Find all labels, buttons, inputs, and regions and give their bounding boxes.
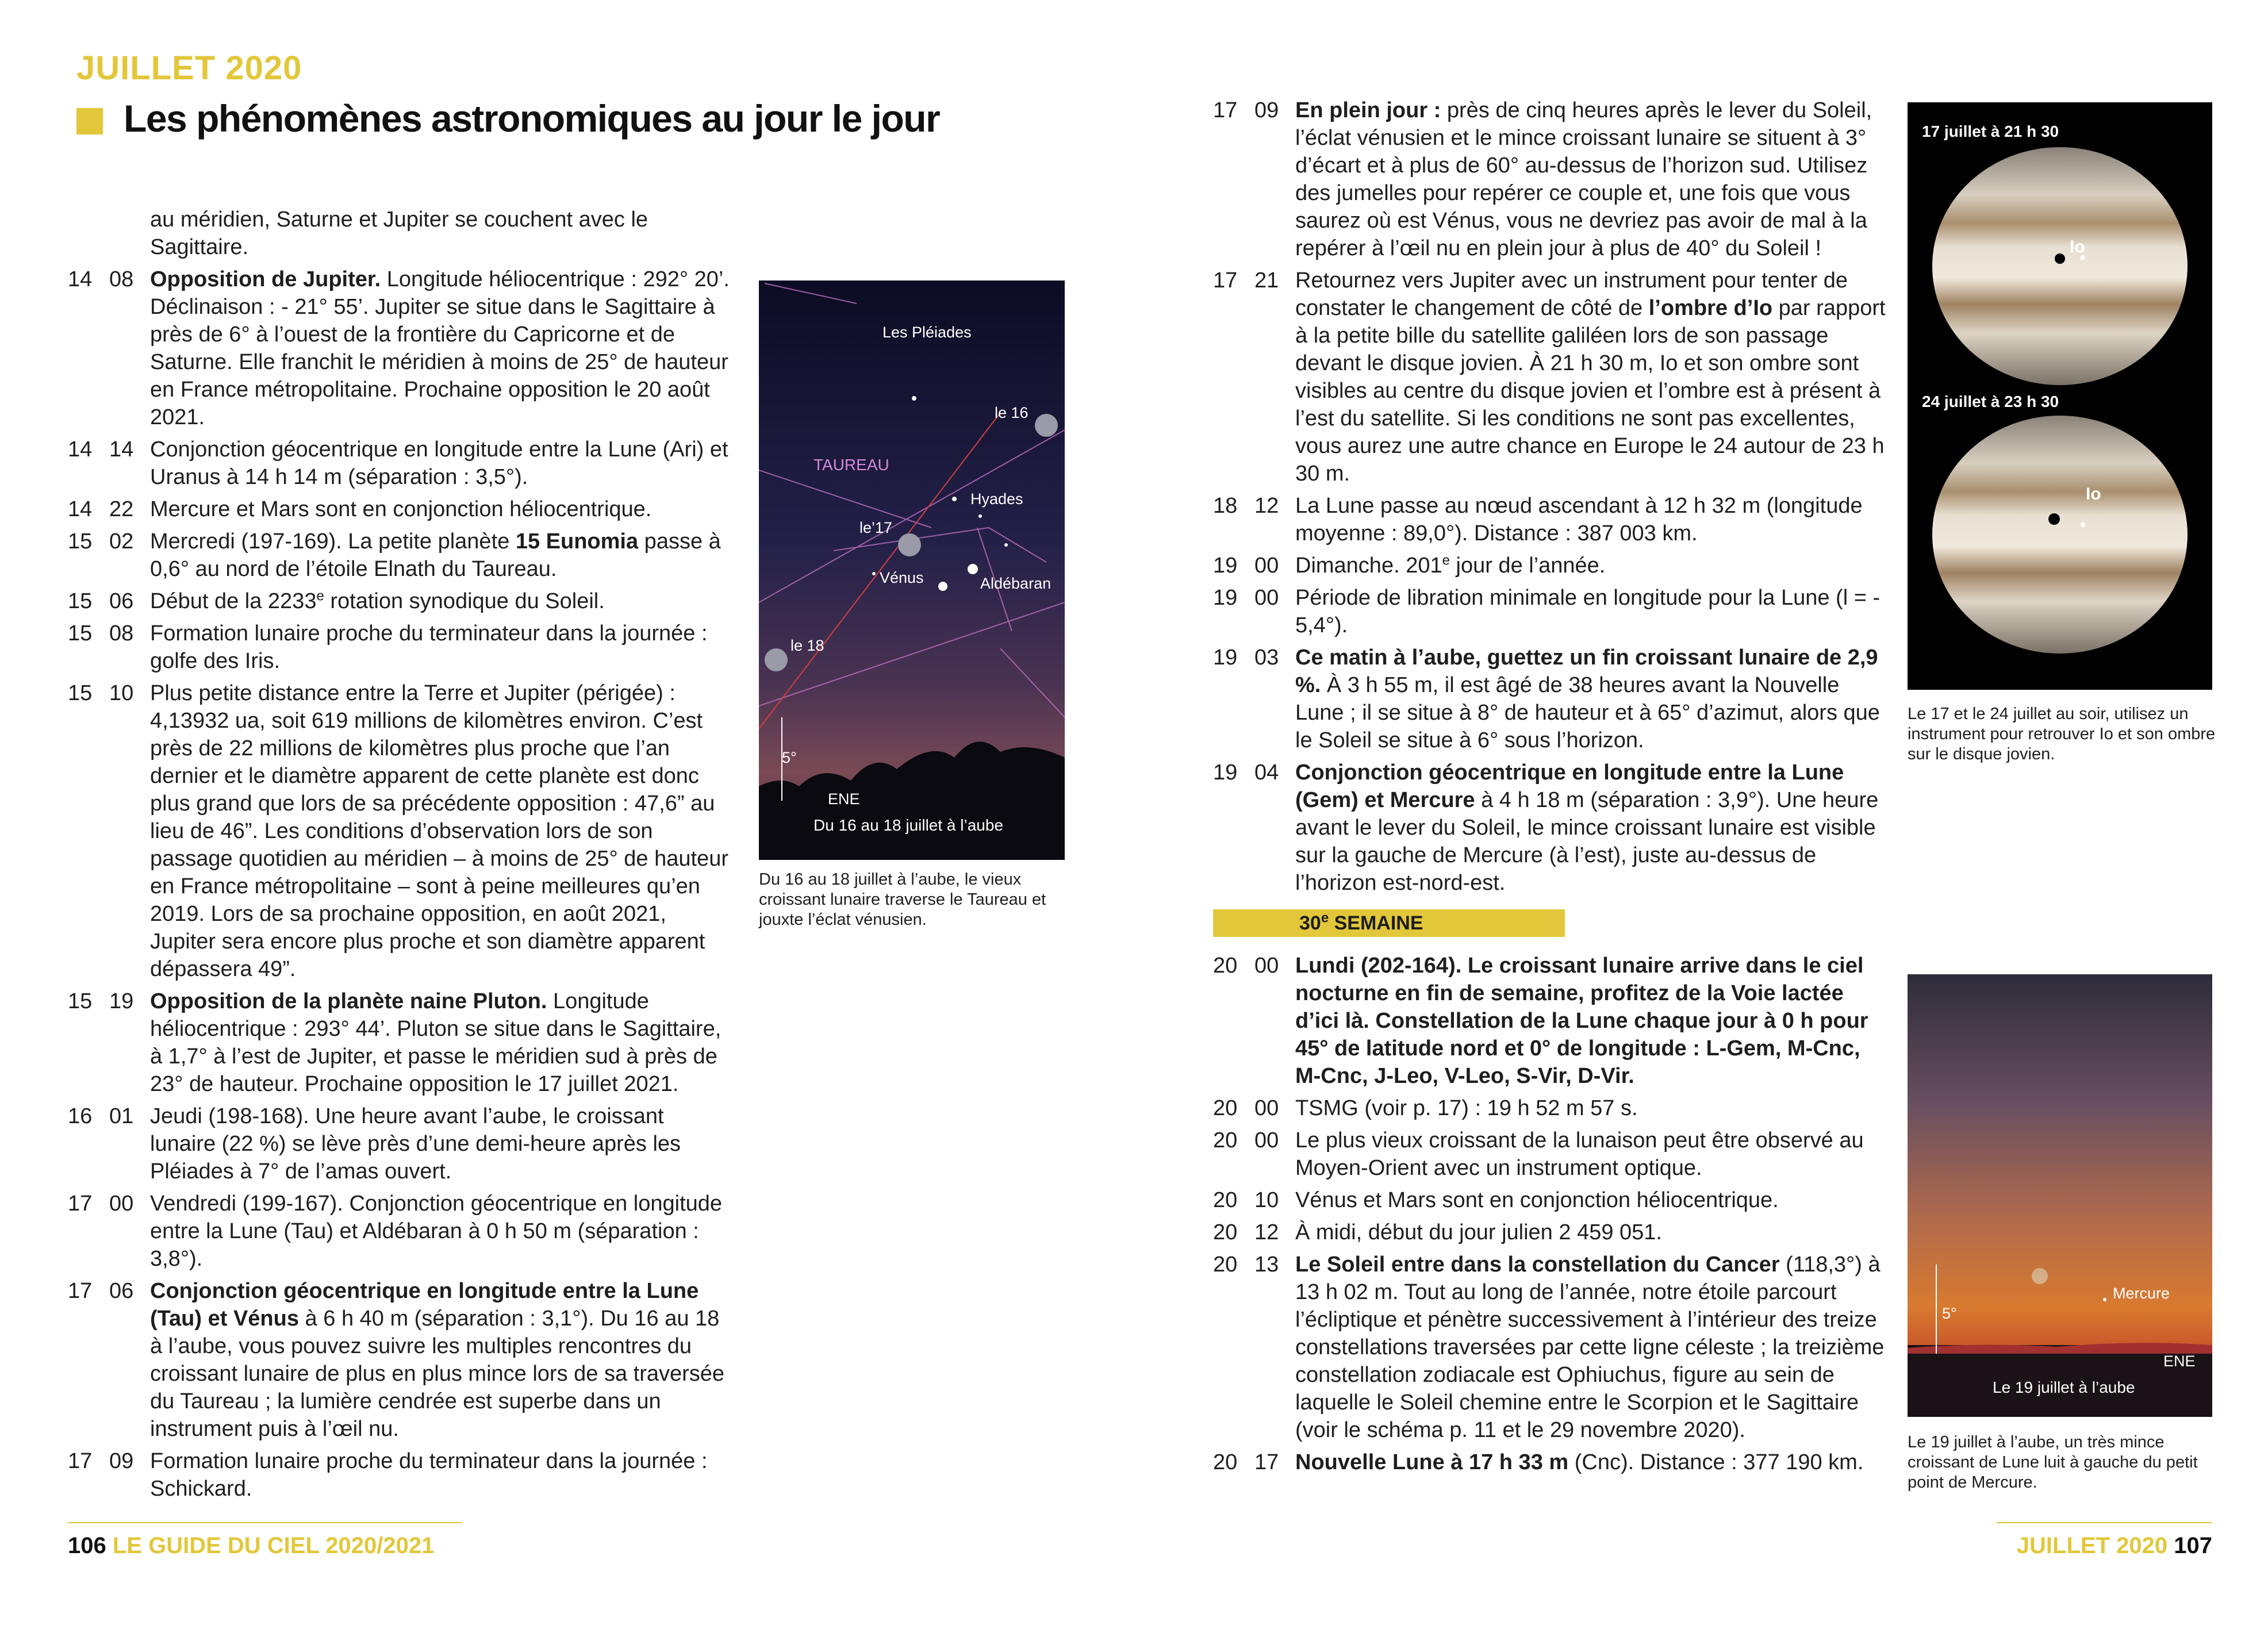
entry-text: Conjonction géocentrique en longitude entre la Lune (Ari) et Uranus à 14 h 14 m (séparation : 3,5°).	[150, 437, 728, 489]
entry-hour: 04	[1254, 760, 1279, 785]
entry-text: Le plus vieux croissant de la lunaison peut être observé au Moyen-Orient avec un instrument optique.	[1295, 1128, 1864, 1180]
entry-day: 17	[68, 1449, 93, 1473]
entry-text: Longitude héliocentrique : 293° 44’. Pluton se situe dans le Sagittaire, à 1,7° à l’est de Jupiter, et passe le méridien sud à près de 23° de hauteur. Prochaine opposition le 17 juillet 2021.	[150, 989, 722, 1096]
dawn-label-direction: ENE	[2163, 1353, 2196, 1370]
entry-day: 14	[68, 497, 93, 521]
entry-hour: 00	[1254, 954, 1279, 978]
entry-text: Jeudi (198-168). Une heure avant l’aube, le croissant lunaire (22 %) se lève près d’une demi-heure après les Pléiades à 7° de l’amas ouvert.	[150, 1104, 681, 1184]
calendar-entry	[1213, 1251, 1891, 1444]
dawn-label-date: Le 19 juillet à l’aube	[1993, 1378, 2135, 1396]
entry-bold: Opposition de Jupiter.	[150, 267, 381, 291]
title-marker	[76, 108, 103, 135]
label-sky-date: Du 16 au 18 juillet à l’aube	[813, 816, 1004, 834]
entry-hour: 22	[109, 497, 134, 521]
entry-day: 20	[1213, 1188, 1238, 1212]
entry-hour: 00	[1254, 554, 1279, 578]
week-sup: e	[1321, 910, 1329, 926]
calendar-entry	[1213, 267, 1891, 487]
label-taureau: TAUREAU	[813, 456, 889, 474]
entry-text: Vénus et Mars sont en conjonction héliocentrique.	[1295, 1188, 1779, 1212]
week-text: SEMAINE	[1329, 912, 1423, 934]
jupiter-label-bottom: 24 juillet à 23 h 30	[1922, 393, 2059, 410]
entry-hour: 12	[1254, 494, 1279, 518]
entry-text: jour de l’année.	[1449, 554, 1606, 578]
entry-day: 17	[1213, 98, 1238, 122]
dawn-image	[1908, 974, 2212, 1417]
entry-text: rotation synodique du Soleil.	[324, 589, 605, 613]
calendar-entry	[1213, 952, 1891, 1090]
entry-hour: 12	[1254, 1220, 1279, 1244]
calendar-entry	[1213, 1219, 1891, 1246]
calendar-entry	[68, 1277, 735, 1443]
dawn-label-scale: 5°	[1942, 1305, 1957, 1322]
jupiter-caption: Le 17 et le 24 juillet au soir, utilisez un instrument pour retrouver Io et son ombre sur le disque jovien.	[1908, 705, 2216, 763]
label-hyades: Hyades	[970, 490, 1023, 508]
entry-text: par rapport à la petite bille du satellite galiléen lors de son passage devant le disque jovien. À 21 h 30 m, Io et son ombre sont visibles au centre du disque jovien et l’ombre est à présent à l’est du satellite. Si les conditions ne sont pas excellentes, vous aurez une autre chance en Europe le 24 autour de 23 h 30 m.	[1295, 296, 1886, 486]
page-number-right: 107	[2174, 1533, 2212, 1558]
calendar-entry	[1213, 1186, 1891, 1214]
entry-day: 20	[1213, 1220, 1238, 1244]
footer-month: JUILLET 2020	[2016, 1533, 2168, 1558]
label-scale: 5°	[782, 749, 797, 766]
entry-hour: 02	[109, 529, 134, 554]
entry-hour: 08	[109, 267, 134, 291]
calendar-entry	[1213, 584, 1891, 639]
entry-hour: 00	[1254, 586, 1279, 610]
entry-day: 17	[68, 1279, 93, 1303]
entry-text: À midi, début du jour julien 2 459 051.	[1295, 1220, 1662, 1244]
footer-rule-right	[1997, 1522, 2212, 1523]
entry-hour: 14	[109, 437, 134, 462]
entry-day: 15	[68, 529, 93, 554]
label-le16: le 16	[995, 404, 1029, 421]
entry-text: Longitude héliocentrique : 292° 20’. Déclinaison : - 21° 55’. Jupiter se situe dans le Sagittaire à près de 6° à l’ouest de la frontière du Capricorne et de Saturne. Elle franchit le méridien à moins de 25° de hauteur en France métropolitaine. Prochaine opposition le 20 août 2021.	[150, 267, 730, 429]
calendar-entry	[68, 1190, 735, 1273]
calendar-entry	[68, 620, 735, 675]
io-label-top: Io	[2070, 237, 2085, 256]
entry-bold: Ce matin à l’aube, guettez un fin croissant lunaire de 2,9 %.	[1295, 646, 1878, 697]
entry-day: 20	[1213, 954, 1238, 978]
left-entries-list	[68, 266, 735, 1503]
entry-day: 14	[68, 267, 93, 291]
entry-hour: 00	[1254, 1096, 1279, 1120]
io-label-bottom: Io	[2086, 485, 2101, 504]
dawn-svg	[1908, 974, 2212, 1417]
entry-day: 17	[1213, 268, 1238, 293]
entry-day: 19	[1213, 586, 1238, 610]
entry-hour: 00	[1254, 1128, 1279, 1152]
entry-bold: l’ombre d’Io	[1648, 296, 1773, 320]
entry-text: Vendredi (199-167). Conjonction géocentrique en longitude entre la Lune (Tau) et Aldébaran à 0 h 50 m (séparation : 3,8°).	[150, 1192, 723, 1271]
entry-text: Formation lunaire proche du terminateur dans la journée : golfe des Iris.	[150, 621, 708, 673]
calendar-entry	[1213, 492, 1891, 547]
calendar-entry	[68, 1447, 735, 1503]
label-le17: le’17	[859, 519, 893, 536]
calendar-entry	[68, 528, 735, 583]
entry-day: 19	[1213, 554, 1238, 578]
dawn-caption: Le 19 juillet à l’aube, un très mince croissant de Lune luit à gauche du petit point de Mercure.	[1908, 1433, 2198, 1492]
entry-day: 15	[68, 589, 93, 613]
entry-hour: 19	[109, 989, 134, 1013]
entry-hour: 08	[109, 621, 134, 646]
entry-day: 19	[1213, 760, 1238, 785]
entry-hour: 00	[109, 1192, 134, 1216]
entry-bold: Conjonction géocentrique en longitude entre la Lune (Tau) et Vénus	[150, 1279, 699, 1331]
entry-day: 16	[68, 1104, 93, 1128]
calendar-entry	[68, 587, 735, 615]
entry-text: passe à 0,6° au nord de l’étoile Elnath du Taureau.	[150, 529, 721, 581]
entry-pre: Début de la 2233	[150, 589, 317, 613]
entry-day: 20	[1213, 1096, 1238, 1120]
entry-day: 15	[68, 681, 93, 705]
month-header: JUILLET 2020	[76, 49, 302, 87]
entry-hour: 09	[1254, 98, 1279, 122]
footer-left	[68, 1533, 434, 1559]
calendar-entry	[68, 988, 735, 1098]
entry-allbold: Lundi (202-164). Le croissant lunaire arrive dans le ciel nocturne en fin de semaine, profitez de la Voie lactée d’ici là. Constellation de la Lune chaque jour à 0 h pour 45° de latitude nord et 0° de longitude : L-Gem, M-Cnc, M-Cnc, J-Leo, V-Leo, S-Vir, D-Vir.	[1295, 954, 1868, 1088]
left-column	[68, 206, 735, 1507]
entry-day: 17	[68, 1192, 93, 1216]
jupiter-label-top: 17 juillet à 21 h 30	[1922, 122, 2059, 140]
week-number: 30	[1299, 912, 1321, 934]
entry-day: 20	[1213, 1253, 1238, 1277]
entry-hour: 01	[109, 1104, 134, 1128]
calendar-entry	[68, 679, 735, 983]
entry-hour: 03	[1254, 646, 1279, 670]
label-mercure: Mercure	[2113, 1285, 2170, 1302]
entry-day: 19	[1213, 646, 1238, 670]
entry-pre: Mercredi (197-169). La petite planète	[150, 529, 516, 554]
entry-text: Période de libration minimale en longitude pour la Lune (l = - 5,4°).	[1295, 586, 1881, 637]
entry-day: 20	[1213, 1450, 1238, 1474]
entry-hour: 10	[1254, 1188, 1279, 1212]
calendar-entry	[1213, 1127, 1891, 1182]
entry-hour: 17	[1254, 1450, 1279, 1474]
page-title: Les phénomènes astronomiques au jour le jour	[124, 97, 940, 140]
calendar-entry	[68, 436, 735, 491]
calendar-entry	[68, 495, 735, 523]
entry-day: 15	[68, 621, 93, 646]
calendar-entry	[1213, 97, 1891, 262]
calendar-entry	[68, 266, 735, 431]
entry-day: 20	[1213, 1128, 1238, 1152]
entry-text: Plus petite distance entre la Terre et Jupiter (périgée) : 4,13932 ua, soit 619 millions de kilomètres environ. C’est près de 22 millions de kilomètres plus proche que l’an dernier et le diamètre apparent de cette planète est donc plus grand que lors de sa précédente opposition : 47,6” au lieu de 46”. Les conditions d’observation lors de son passage quotidien au méridien – à moins de 25° de hauteur en France métropolitaine – sont à peine meilleures qu’en 2019. Lors de sa prochaine opposition, en août 2021, Jupiter sera encore plus proche et son diamètre apparent dépassera 49”.	[150, 681, 728, 981]
entry-day: 15	[68, 989, 93, 1013]
entry-bold: 15 Eunomia	[515, 529, 639, 554]
entry-pre: Retournez vers Jupiter avec un instrument pour tenter de constater le changement de côté de	[1295, 268, 1848, 320]
label-pleiades: Les Pléiades	[882, 324, 972, 341]
entry-hour: 13	[1254, 1253, 1279, 1277]
jupiter-image	[1908, 102, 2212, 690]
entry-hour: 21	[1254, 268, 1279, 293]
entry-day: 14	[68, 437, 93, 462]
label-aldebaran: Aldébaran	[980, 575, 1052, 592]
sky-chart-image	[759, 281, 1065, 860]
entry-day: 18	[1213, 494, 1238, 518]
right-entries-list	[1213, 97, 1891, 897]
entry-pre: Dimanche. 201	[1295, 554, 1442, 578]
entry-bold: Conjonction géocentrique en longitude entre la Lune (Gem) et Mercure	[1295, 760, 1844, 812]
entry-hour: 06	[109, 589, 134, 613]
entry-text: Mercure et Mars sont en conjonction héliocentrique.	[150, 497, 652, 521]
entry-text: (118,3°) à 13 h 02 m. Tout au long de l’année, notre étoile parcourt l’écliptique et pénètre successivement à l’intérieur des treize constellations traversées par cette ligne céleste ; la treizième constellation zodiacale est Ophiuchus, figure au sein de laquelle le Soleil chemine entre le Scorpion et le Sagittaire (voir le schéma p. 11 et le 29 novembre 2020).	[1295, 1253, 1885, 1442]
calendar-entry	[1213, 1094, 1891, 1122]
continuation-text: au méridien, Saturne et Jupiter se couchent avec le Sagittaire.	[150, 208, 648, 259]
entry-text: à 6 h 40 m (séparation : 3,1°). Du 16 au 18 à l’aube, vous pouvez suivre les multiples rencontres du croissant lunaire de plus en plus mince lors de sa traversée du Taureau ; la lumière cendrée est superbe dans un instrument puis à l’œil nu.	[150, 1307, 725, 1441]
right-entries-list-2	[1213, 952, 1891, 1476]
entry-sup: e	[316, 588, 324, 604]
calendar-entry	[1213, 644, 1891, 754]
label-le18: le 18	[790, 637, 824, 654]
entry-bold: Opposition de la planète naine Pluton.	[150, 989, 547, 1013]
label-direction: ENE	[828, 790, 860, 808]
entry-text: à 4 h 18 m (séparation : 3,9°). Une heure avant le lever du Soleil, le mince croissant lunaire est visible sur la gauche de Mercure (à l’est), juste au-dessus de l’horizon est-nord-est.	[1295, 788, 1879, 895]
footer-rule-left	[68, 1522, 462, 1523]
entry-text: près de cinq heures après le lever du Soleil, l’éclat vénusien et le mince croissant lunaire se situent à 3° d’écart et à plus de 60° au-dessus de l’horizon sud. Utilisez des jumelles pour repérer ce couple et, une fois que vous saurez où est Vénus, vous ne devriez pas avoir de mal à la repérer à l’œil nu en plein jour à plus de 40° du Soleil !	[1295, 98, 1872, 260]
entry-sup: e	[1442, 552, 1450, 568]
footer-right	[2017, 1533, 2212, 1559]
week-banner	[1213, 909, 1565, 937]
entry-text: Formation lunaire proche du terminateur dans la journée : Schickard.	[150, 1449, 708, 1501]
entry-text: (Cnc). Distance : 377 190 km.	[1568, 1450, 1864, 1474]
entry-text: TSMG (voir p. 17) : 19 h 52 m 57 s.	[1295, 1096, 1638, 1120]
entry-hour: 10	[109, 681, 134, 705]
entry-text: La Lune passe au nœud ascendant à 12 h 32 m (longitude moyenne : 89,0°). Distance : 387 003 km.	[1295, 494, 1863, 545]
calendar-entry	[1213, 1449, 1891, 1476]
entry-bold: En plein jour :	[1295, 98, 1441, 122]
page-number-left: 106	[68, 1533, 106, 1558]
entry-hour: 09	[109, 1449, 134, 1473]
entry-bold: Nouvelle Lune à 17 h 33 m	[1295, 1450, 1569, 1474]
calendar-entry	[1213, 759, 1891, 897]
calendar-entry	[1213, 552, 1891, 579]
label-venus: Vénus	[880, 569, 924, 586]
right-column	[1213, 97, 1891, 1481]
entry-text: À 3 h 55 m, il est âgé de 38 heures avant la Nouvelle Lune ; il se situe à 8° de hauteur et à 65° d’azimut, alors que le Soleil se situe à 6° sous l’horizon.	[1295, 673, 1880, 752]
entry-hour: 06	[109, 1279, 134, 1303]
footer-book-title: LE GUIDE DU CIEL 2020/2021	[112, 1533, 435, 1558]
entry-bold: Le Soleil entre dans la constellation du Cancer	[1295, 1253, 1780, 1277]
calendar-entry	[68, 1102, 735, 1185]
sky-chart-caption: Du 16 au 18 juillet à l’aube, le vieux croissant lunaire traverse le Taureau et jouxte l’éclat vénusien.	[759, 870, 1046, 929]
